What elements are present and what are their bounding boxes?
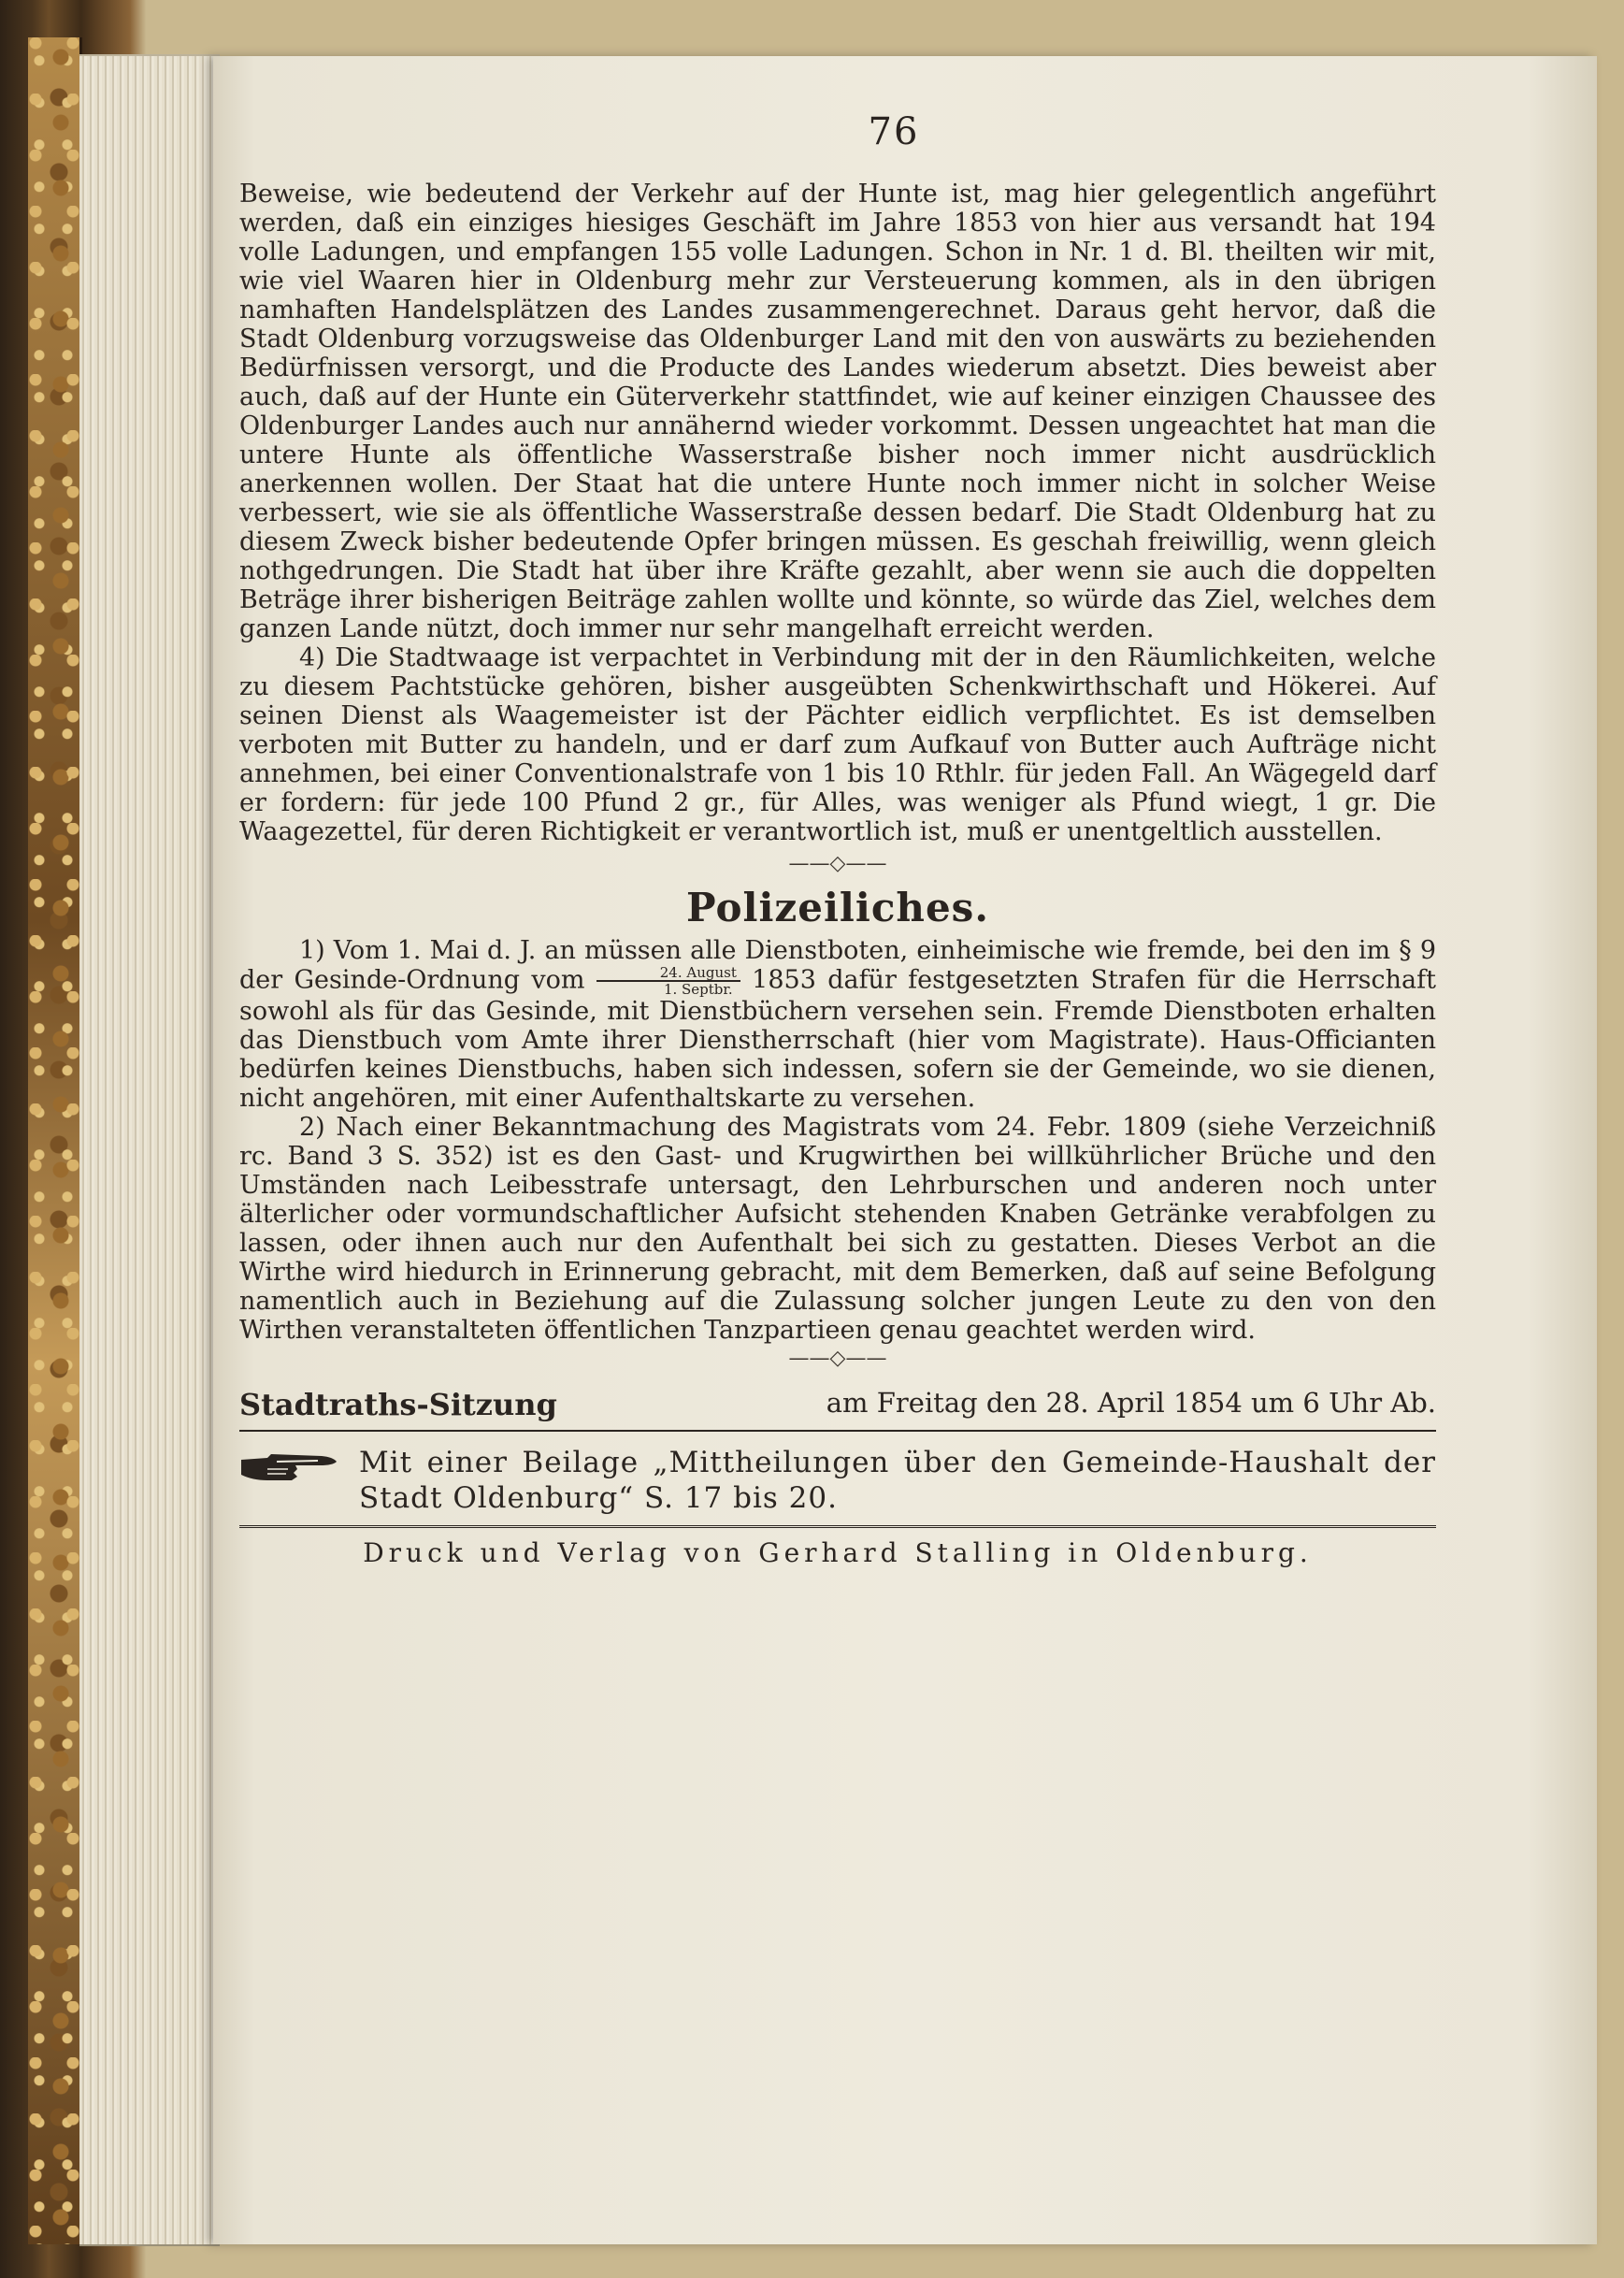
supplement-notice [239,1445,1436,1516]
police-1-continued: dafür festgesetzten Strafen für die Herrschaft sowohl als für das Gesinde, mit Dienstbüchern versehen sein. Fremde Dienstboten erhalten das Dienstbuch vom Amte ihrer Dienstherrschaft (hier vom Magistrate). Haus-Officianten bedürfen keines Dienstbuchs, haben sich indessen, sofern sie der Gemeinde, wo sie dienen, nicht angehören, mit einer Aufenthaltskarte zu versehen. [239,965,1436,1113]
meeting-details: am Freitag den 28. April 1854 um 6 Uhr Ab. [826,1387,1436,1419]
paragraph-stadtwaage: 4) Die Stadtwaage ist verpachtet in Verbindung mit der in den Räumlichkeiten, welche zu diesem Pachtstücke gehören, bisher ausgeübten Schenkwirthschaft und Hökerei. Auf seinen Dienst als Waagemeister ist der Pächter eidlich verpflichtet. Es ist demselben verboten mit Butter zu handeln, und er darf zum Aufkauf von Butter auch Aufträge nicht annehmen, bei einer Conventionalstrafe von 1 bis 10 Rthlr. für jeden Fall. An Wägegeld darf er fordern: für jede 100 Pfund 2 gr., für Alles, was weniger als Pfund wiegt, 1 gr. Die Waagezettel, für deren Richtigkeit er verantwortlich ist, muß er unentgeltlich ausstellen. [239,643,1436,846]
imprint: Druck und Verlag von Gerhard Stalling in Oldenburg. [363,1537,1313,1568]
police-1-year: 1853 [752,965,816,995]
rule-divider [239,1430,1436,1432]
ornament-divider-2: ——◇—— [788,1347,887,1370]
date-fraction [596,965,740,997]
paragraph-hunte: Beweise, wie bedeutend der Verkehr auf der Hunte ist, mag hier gelegentlich angeführt werden, daß ein einziges hiesiges Geschäft im Jahre 1853 von hier aus versandt hat 194 volle Ladungen, und empfangen 155 volle Ladungen. Schon in Nr. 1 d. Bl. theilten wir mit, wie viel Waaren hier in Oldenburg mehr zur Versteuerung kommen, als in den übrigen namhaften Handelsplätzen des Landes zusammengerechnet. Daraus geht hervor, daß die Stadt Oldenburg vorzugsweise das Oldenburger Land mit den von auswärts zu beziehenden Bedürfnissen versorgt, und die Producte des Landes wiederum absetzt. Dies beweist aber auch, daß auf der Hunte ein Güterverkehr stattfindet, wie auf keiner einzigen Chaussee des Oldenburger Landes auch nur annähernd wieder vorkommt. Dessen ungeachtet hat man die untere Hunte als öffentliche Wasserstraße bisher noch immer nicht ausdrücklich anerkennen wollen. Der Staat hat die untere Hunte noch immer nicht in solcher Weise verbessert, wie sie als öffentliche Wasserstraße dessen bedarf. Die Stadt Oldenburg hat zu diesem Zweck bisher bedeutende Opfer bringen müssen. Es geschah freiwillig, wenn gleich nothgedrungen. Die Stadt hat über ihre Kräfte gezahlt, aber wenn sie auch die doppelten Beträge ihrer bisherigen Beiträge zahlen wollte und könnte, so würde das Ziel, welches dem ganzen Lande nützt, doch immer nur sehr mangelhaft erreicht werden. [239,180,1436,643]
page-content [239,110,1436,1568]
ornament-divider: ——◇—— [788,852,887,875]
meeting-title: Stadtraths-Sitzung [239,1387,557,1422]
police-1-text: 1) Vom 1. Mai d. J. an müssen alle Dienstboten, einheimische wie fremde, bei den im § 9 der Gesinde-Ordnung vom [239,936,1436,995]
paragraph-police-2: 2) Nach einer Bekanntmachung des Magistrats vom 24. Febr. 1809 (siehe Verzeichniß rc. Band 3 S. 352) ist es den Gast- und Krugwirthen bei willkührlicher Brüche und den Umständen nach Leibesstrafe untersagt, den Lehrburschen und anderen noch unter älterlicher oder vormundschaftlicher Aufsicht stehenden Knaben Getränke verabfolgen zu lassen, oder ihnen auch nur den Aufenthalt bei sich zu gestatten. Dieses Verbot an die Wirthe wird hiedurch in Erinnerung gebracht, mit dem Bemerken, daß auf seine Befolgung namentlich auch in Beziehung auf die Zulassung solcher jungen Leute zu den von den Wirthen veranstalteten öffentlichen Tanzpartieen genau geachtet werden wird. [239,1113,1436,1345]
council-meeting-line [239,1387,1436,1422]
supplement-text: Mit einer Beilage „Mittheilungen über den Gemeinde-Haushalt der Stadt Oldenburg“ S. 17 bis 20. [359,1446,1436,1515]
marbled-edge [28,37,82,2244]
paragraph-police-1 [239,936,1436,1113]
fraction-denominator: 1. Septbr. [663,981,733,998]
fraction-numerator: 24. August [596,965,740,982]
page-edges [79,54,220,2246]
pointing-hand-icon [239,1449,342,1486]
page-number: 76 [868,110,920,153]
section-title: Polizeiliches. [686,885,989,930]
double-rule [239,1525,1436,1528]
